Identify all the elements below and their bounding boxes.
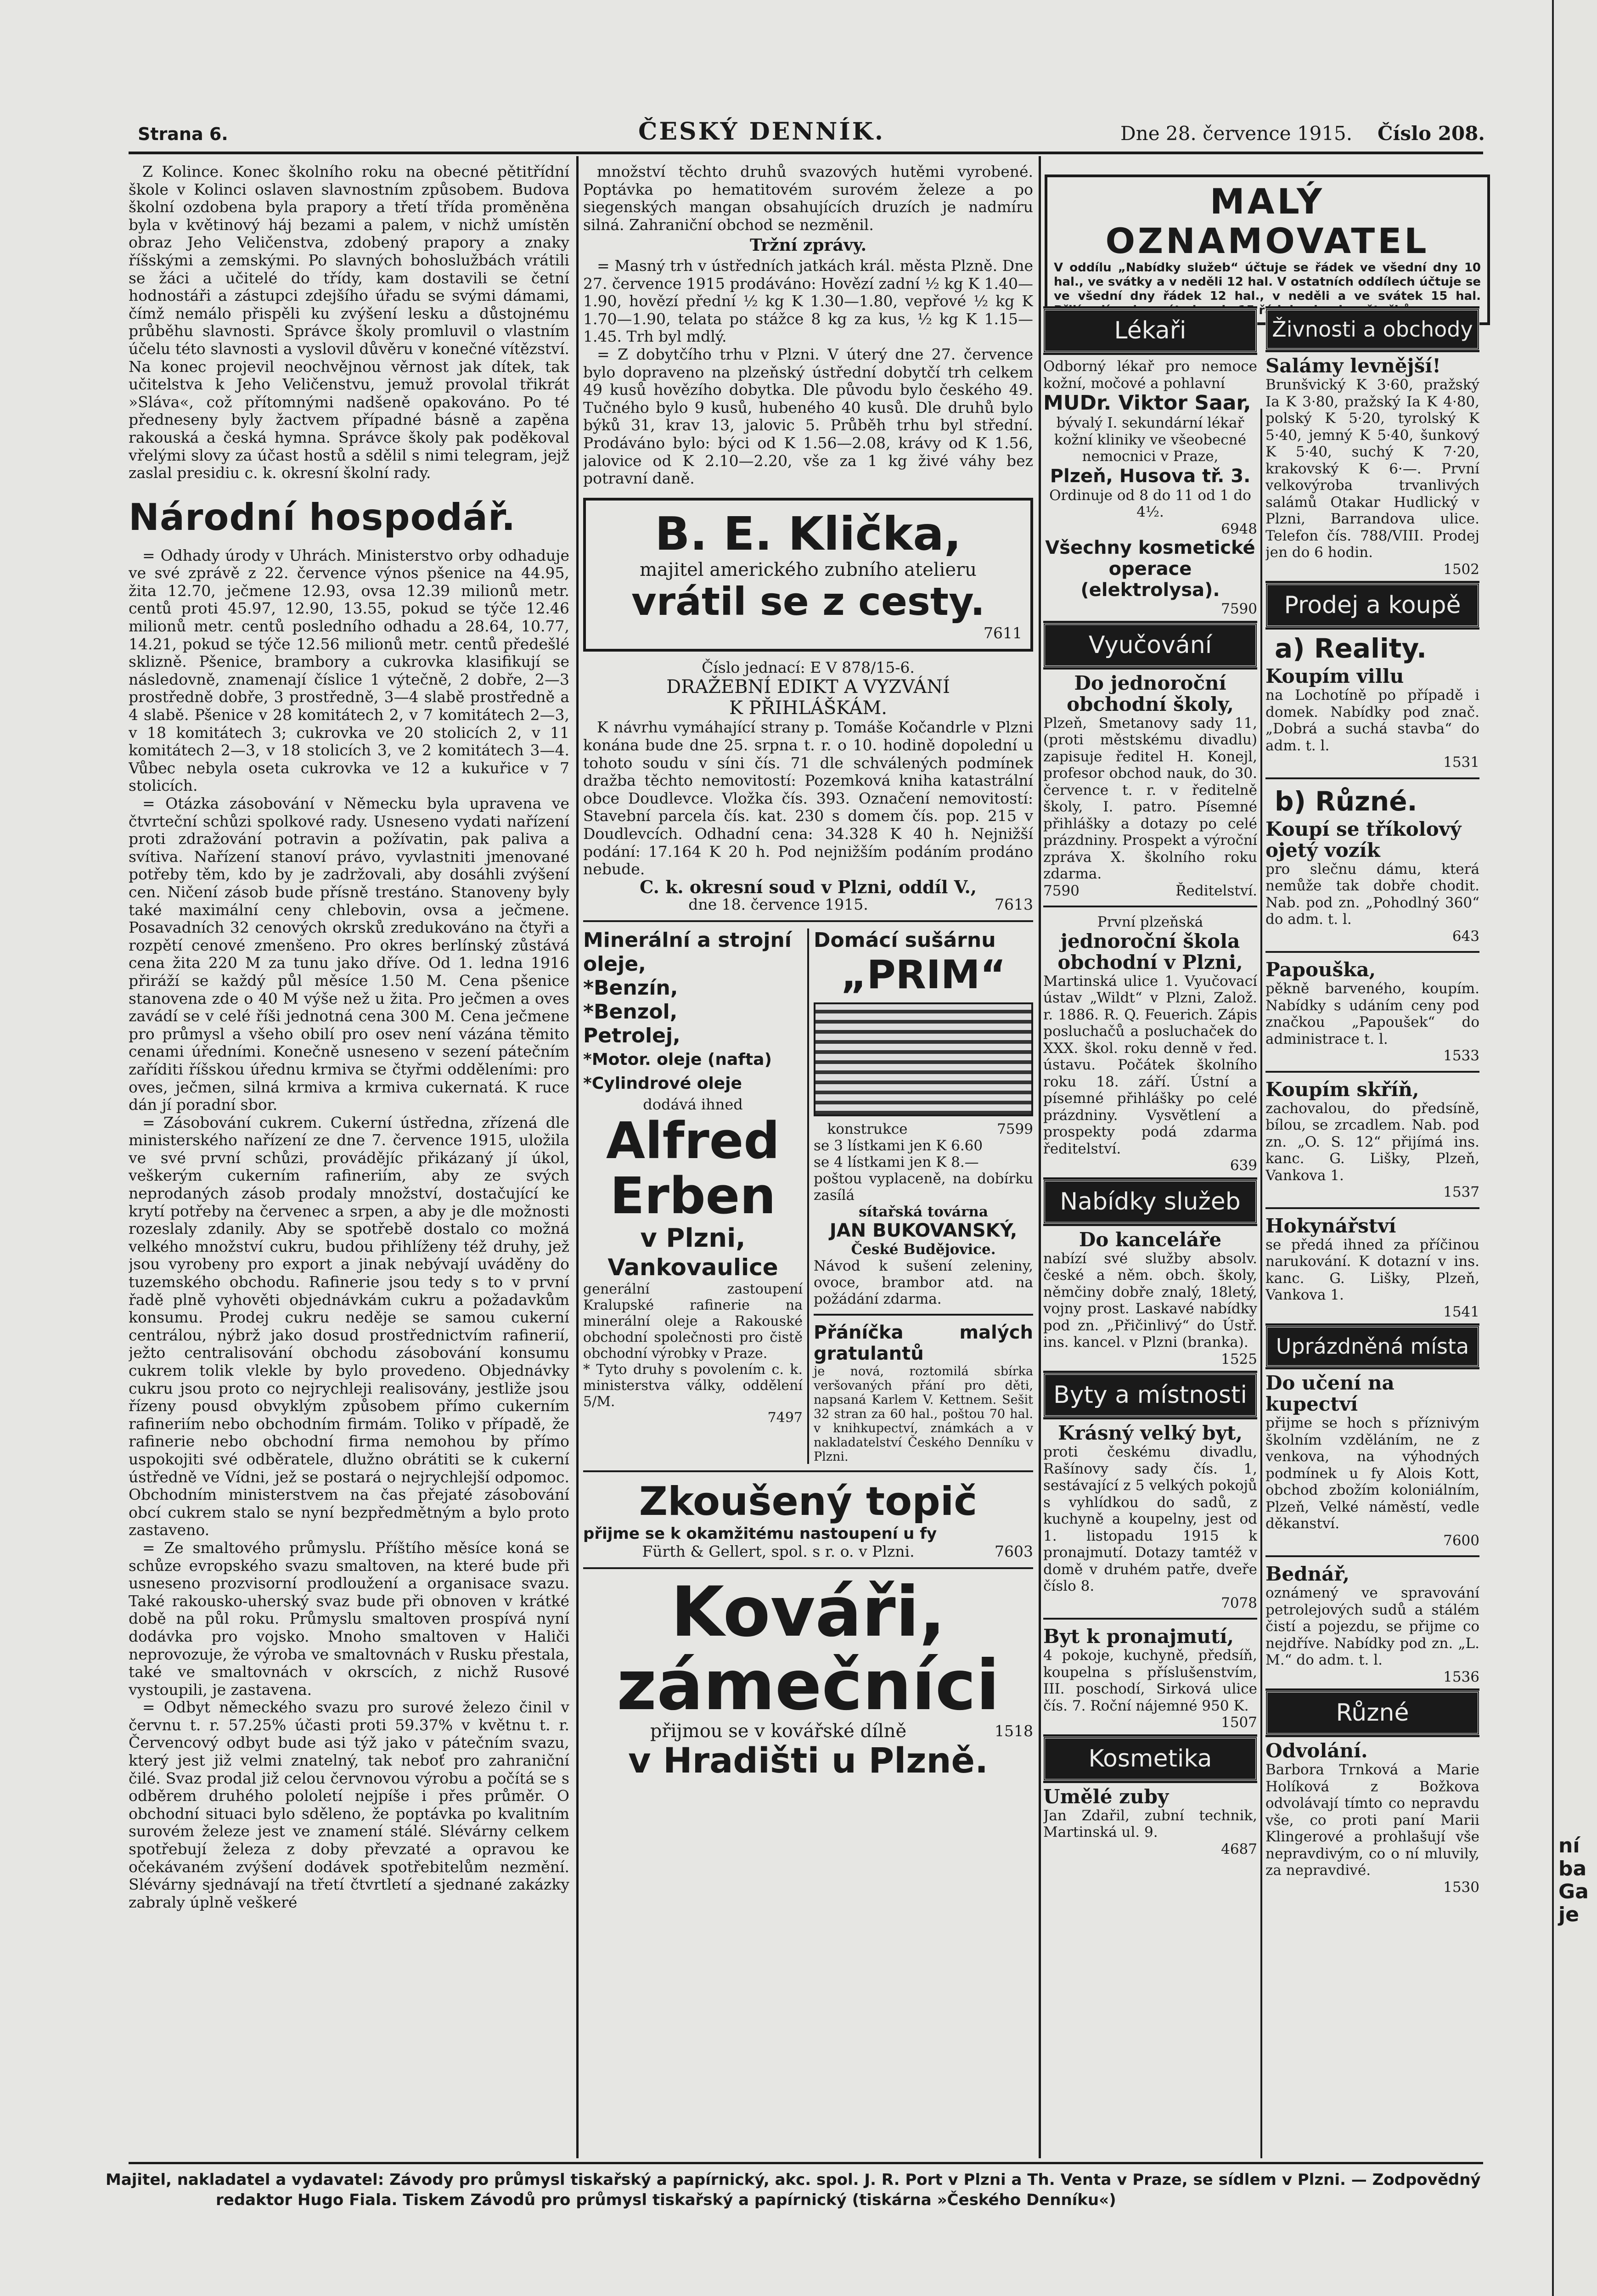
byt1-title: Krásný velký byt, [1057, 1422, 1243, 1444]
erben-name-1: Alfred [606, 1111, 780, 1170]
byt2-number: 1507 [1221, 1714, 1257, 1731]
kovari-place: v Hradišti u Plzně. [628, 1740, 988, 1781]
erben-line-7: *Cylindrové oleje [583, 1074, 742, 1093]
prim-manual: Návod k sušení zeleniny, ovoce, brambor atd. na požádání zdarma. [814, 1258, 1033, 1307]
hokyn-text: se předá ihned za příčinou narukování. K dotazní v ins. kanc. G. Lišky, Plzeň, Vankova 1. [1265, 1236, 1479, 1303]
prim-number: 7599 [997, 1121, 1033, 1137]
ad-separator [1043, 906, 1257, 907]
bednar-number: 1536 [1443, 1668, 1479, 1685]
odvolani-title: Odvolání. [1265, 1739, 1368, 1762]
ad-zuby [1043, 1786, 1257, 1858]
ad-papouska [1265, 959, 1479, 1064]
article-smaltovy-prumysl: = Ze smaltového průmyslu. Příštího měsíce koná se schůze evropského svazu smaltoven, na které bude při usneseno prozvisorní prodloužení a organisace svazu. Také rakousko-uherský svaz bude při obnoven v krátké době na půl roku. Průmyslu smaltoven prospívá nyní dodávka pro vojsko. Mnoho smaltoven v Haliči neprovozuje, že výroba ve smaltovnách v Rusku přestala, také ve smaltovnách v okrscích, z nichž Rusové vystoupili, je zastavena. [129, 1538, 569, 1699]
edict-title-2: K PŘIHLÁŠKÁM. [729, 698, 887, 719]
topic-number: 7603 [995, 1542, 1033, 1560]
vozik-text: pro slečnu dámu, která nemůže tak dobře chodit. Nab. pod zn. „Pohodlný 360“ do adm. t. l. [1265, 861, 1479, 928]
kupec-number: 7600 [1443, 1532, 1479, 1549]
zuby-number: 4687 [1221, 1840, 1257, 1857]
papouska-text: pěkně barveného, koupím. Nabídky s udáním ceny pod značkou „Papoušek“ do administrace t. l. [1265, 980, 1479, 1047]
prim-price-3: se 3 lístkami jen K 6.60 [814, 1137, 983, 1154]
classified-header [1045, 174, 1490, 325]
ad-separator [1265, 951, 1479, 953]
topic-title: Zkoušený topič [639, 1479, 978, 1525]
ad-topic [583, 1479, 1033, 1561]
odvolani-number: 1530 [1443, 1879, 1479, 1896]
saar-name: MUDr. Viktor Saar, [1043, 391, 1251, 415]
skrin-title: Koupím skříň, [1265, 1078, 1419, 1101]
vozik-title: Koupí se tříkolový ojetý vozík [1265, 817, 1462, 861]
hokyn-number: 1541 [1443, 1303, 1479, 1320]
column-3 [1043, 303, 1257, 2158]
banner-kosmetika: Kosmetika [1043, 1737, 1257, 1781]
kupec-title: Do učení na kupectví [1265, 1372, 1395, 1415]
ad-kosmetika-operace [1043, 537, 1257, 618]
issue-date: Dne 28. července 1915. [1120, 122, 1353, 145]
ad-byt-2 [1043, 1626, 1257, 1731]
edict-reference: Číslo jednací: E V 878/15-6. [702, 658, 915, 676]
ad-separator [1265, 1207, 1479, 1209]
column-divider [1039, 156, 1041, 2158]
column-1 [129, 163, 569, 2161]
banner-byty: Byty a místnosti [1043, 1373, 1257, 1417]
ad-odvolani [1265, 1740, 1479, 1896]
ad-saar [1043, 358, 1257, 537]
ad-separator [583, 1567, 1033, 1569]
banner-nabidky-sluzeb: Nabídky služeb [1043, 1180, 1257, 1224]
imprint [106, 2170, 1483, 2210]
kupec-text: přijme se hoch s příznivým školním vzděláním, ne z venkova, na výhodných podmínek u fy Alois Kott, obchod zbožím koloniálním, Plzeň, Velké náměstí, vedle děkanství. [1265, 1415, 1479, 1532]
adjacent-fragment: ba [1558, 1857, 1587, 1880]
jednor1-sign: Ředitelství. [1175, 882, 1257, 899]
banner-uprazdnena: Uprázdněná místa [1265, 1326, 1479, 1367]
ad-klicka-number: 7611 [984, 624, 1022, 642]
erben-line-4: *Benzol, [583, 1000, 678, 1024]
prim-construction: konstrukce [827, 1121, 908, 1137]
article-kolinec: Z Kolince. Konec školního roku na obecné pětitřídní škole v Kolinci oslaven slavnostním způsobem. Budova školní ozdobena byla prapory a třetí třída proměněna byla v květinový háj bezami a palem, v nichž umístěn obraz Jeho Veličenstva, zdobený prapory a znaky říšskými a zemskými. Po slavných bohoslužbách vrátili se žáci a učitelé do třídy, kam dostavili se četní hodnostáři a zástupci zdejšího úřadu se svými dámami, čímž nemálo přispěli ku zvýšení lesku a důstojnému průběhu slavnosti. Správce školy promluvil o vlastním účelu této slavnosti a vyslovil důvěru v konečné vítězství. Na konec projevil neochvějnou věrnost jak dítek, tak učitelstva k Jeho Veličenstvu, jemuž provolal třikrát »Sláva«, což přítomnými nadšeně opakováno. Po té předneseny byly žactvem případné básně a zapěna rakouská a česká hymna. Správce školy pak poděkoval vřelými slovy za účast hostů a sdělil s nimi telegram, jejž zaslal presidiu c. k. okresní školní rady. [129, 163, 569, 482]
prim-maker-1: sítařská továrna [859, 1204, 988, 1220]
classified-title: MALÝ OZNAMOVATEL [1105, 181, 1429, 261]
ad-erben [583, 929, 803, 1464]
skrin-number: 1537 [1443, 1184, 1479, 1200]
saar-text: bývalý I. sekundární lékař kožní kliniky ve všeobecné nemocnici v Praze, [1054, 415, 1247, 465]
papouska-number: 1533 [1443, 1047, 1479, 1064]
ad-salamy [1265, 355, 1479, 578]
byt1-number: 7078 [1221, 1594, 1257, 1611]
article-odbyt-zeleza: = Odbyt německého svazu pro surové železo činil v červnu t. r. 57.25% účasti proti 59.37% v květnu t. r. Červencový odbyt bude asi týž jako v pátečním svazu, který jest již velmi znatelný, tak neboť pro zahraniční čilé. Svaz prodal již celou červnovou výrobu a počítá se s odběrem druhého pololetí nejpíše i přes průměr. O obchodní situaci bylo sděleno, že poptávka po kvalitním surovém železe jest ve znamení stálé. Slévárny celkem spotřebují železa z doby převzaté a opravou ke očekávaném zvýšení dodávek spotřebitelům nezmění. Slévárny sjednávají na třetí čtvrtletí a sjednané zakázky zabraly úplně veškeré [129, 1698, 569, 1911]
pranicka-text: je nová, roztomilá sbírka veršovaných přání pro děti, napsaná Karlem V. Kettnem. Sešit 32 stran za 60 hal., poštou 70 hal. v knihkupectví, známkách a v nakladatelství Českého Denníku v Plzni. [814, 1364, 1033, 1464]
erben-line-2: oleje, [583, 952, 646, 976]
skrin-text: zachovalou, do předsíně, bílou, se zrcadlem. Nab. pod zn. „O. S. 12“ přijímá ins. kanc. G. Lišky, Plzeň, Vankova 1. [1265, 1100, 1479, 1184]
ad-byt-1 [1043, 1423, 1257, 1611]
salamy-title: Salámy levnější! [1265, 355, 1441, 377]
section-heading-narodni-hospodar: Národní hospodář. [129, 495, 516, 539]
masthead: ČESKÝ DENNÍK. [638, 118, 885, 146]
erben-line-6: *Motor. oleje (nafta) [583, 1050, 772, 1069]
ad-separator [814, 1314, 1033, 1316]
ad-kancelar [1043, 1229, 1257, 1368]
ad-vozik [1265, 819, 1479, 945]
column-4 [1265, 303, 1479, 2158]
jednor1-number: 7590 [1043, 882, 1080, 899]
ad-separator [583, 1470, 1033, 1472]
ad-separator [1265, 777, 1479, 779]
erben-name-2: Erben [610, 1166, 776, 1225]
erben-line-8: dodává ihned [643, 1096, 743, 1113]
edict-court: C. k. okresní soud v Plzni, oddíl V., [640, 876, 977, 897]
subheading-trzni-zpravy: Tržní zprávy. [749, 236, 867, 255]
column-divider [576, 156, 579, 2158]
article-continuation: množství těchto druhů svazových hutěmi vyrobené. Poptávka po hematitovém surovém železe a po siegenských mangan obsahujících druzích je nadmíru silná. Zahraniční obchod se nezměnil. [583, 163, 1033, 234]
vozik-number: 643 [1452, 928, 1479, 945]
banner-ruzne: Různé [1265, 1691, 1479, 1735]
prim-title: Domácí sušárnu [814, 929, 996, 952]
salamy-text: Brunšvický K 3·60, pražský Ia K 3·80, pražský Ia K 4·80, polský K 5·20, tyrolský K 5·40, jemný K 5·40, šunkový K 5·40, suchý K 7·20, krakovský K 6·—. První velkovýroba trvanlivých salámů Otakar Hudlický v Plzni, Barrandova ulice. Telefon čís. 788/VIII. Prodej jen do 6 hodin. [1265, 377, 1479, 561]
kovari-title: Kováři, [670, 1572, 946, 1652]
saar-hours: Ordinuje od 8 do 11 od 1 do 4½. [1049, 487, 1251, 520]
hokyn-title: Hokynářství [1265, 1214, 1396, 1237]
odvolani-text: Barbora Trnková a Marie Holíková z Božkova odvolávají tímto co nepravdu vše, co proti paní Marii Klingerové a prohlašují vše nepravdivým, co o ní mluvily, za nepravdivé. [1265, 1761, 1479, 1879]
kancelar-text: nabízí své služby absolv. české a něm. obch. školy, němčiny dobře znalý, 18letý, vojny prost. Laskavé nabídky pod zn. „Přičinlivý“ do Ústř. ins. kancel. v Plzni (branka). [1043, 1250, 1257, 1351]
pranicka-title: Přáníčka malých gratulantů [814, 1322, 1033, 1364]
ad-villa [1265, 666, 1479, 771]
footer-rule [129, 2162, 1483, 2164]
banner-zivnosti: Živnosti a obchody [1265, 309, 1479, 350]
article-masny-trh: = Masný trh v ústředních jatkách král. města Plzně. Dne 27. července 1915 prodáváno: Hovězí zadní ½ kg K 1.40—1.90, hovězí přední ½ kg K 1.30—1.80, vepřové ½ kg K 1.70—1.90, telata po stážce 8 kg za kus, ½ kg K 1.15—1.45. Trh byl mdlý. [583, 256, 1033, 346]
erben-line-5: Petrolej, [583, 1024, 680, 1047]
column-divider [1260, 409, 1262, 2158]
ad-klicka-returned: vrátil se z cesty. [631, 579, 985, 625]
kovari-number: 1518 [995, 1722, 1033, 1740]
adjacent-page-edge [1552, 0, 1597, 2296]
bednar-text: oznámený ve spravování petrolejových sudů a stálém čistí a pojezdu, se přijme co nejdříve. Nabídky pod zn. „L. M.“ do adm. t. l. [1265, 1585, 1479, 1668]
dryer-illustration [814, 1002, 1033, 1116]
prim-name: „PRIM“ [841, 952, 1006, 998]
topic-firm: Fürth & Gellert, spol. s r. o. v Plzni. [642, 1542, 915, 1560]
ad-hokynarstvi [1265, 1216, 1479, 1321]
villa-text: na Lochotíně po případě i domek. Nabídky pod znač. „Dobrá a suchá stavba“ do adm. t. l. [1265, 687, 1479, 754]
ad-kovari [583, 1572, 1033, 1782]
kosm-title: Všechny kosmetické operace (elektrolysa). [1045, 537, 1255, 601]
page-number: Strana 6. [138, 124, 228, 144]
erben-line-3: *Benzín, [583, 976, 678, 1000]
jednor2-title: jednoroční škola obchodní v Plzni, [1057, 929, 1243, 974]
villa-title: Koupím villu [1265, 665, 1404, 687]
ad-skrin [1265, 1079, 1479, 1201]
erben-number: 7497 [767, 1410, 803, 1426]
zuby-title: Umělé zuby [1043, 1785, 1169, 1808]
ad-klicka-name: B. E. Klička, [655, 506, 962, 561]
kovari-title-2: zámečníci [616, 1645, 1000, 1726]
edict-date: dne 18. července 1915. [688, 895, 868, 914]
edict-body: K návrhu vymáhající strany p. Tomáše Kočandrle v Plzni konána bude dne 25. srpna t. r. o 10. hodině dopolední u tohoto soudu v síni čís. 71 dle schválených podmínek dražba těchto nemovitostí: Pozemková kniha katastrální obce Doudlevce. Vložka čís. 393. Označení nemovitostí: Stavební parcela čís. kat. 230 s domem čís. pop. 215 v Doudlevcích. Odhadní cena: 34.328 K 40 h. Nejnižší podání: 17.164 K 20 h. Pod nejnižším podáním prodáno nebude. [583, 718, 1033, 878]
article-zasobovani-nemecko: = Otázka zásobování v Německu byla upravena ve čtvrteční schůzi spolkové rady. Usneseno vydati nařízení proti zdražování potravin a požívatin, pak paliva a svítiva. Nařízení stanoví právo, vyvlastniti jmenované potřeby těm, kdo by je zadržovali, aby dosáhli zvýšení cen. Ničení zásob bude přísně trestáno. Stanoveny byly také maximální ceny chlebovin, ovsa a ječmene. Posavadních 32 cenových okrsků zredukováno na čtyři a rozpětí cenové zmenšeno. Pro okres berlínský zůstává cena žita 220 M za tunu jako dříve. Od 1. ledna 1916 přiráží se každý půl měsíce 1.50 M. Cena pšenice stanovena zde o 40 M výše než u žita. Pro ječmen a oves zavádí se v celé říši jednotná cena 300 M. Cena ječmene pro průmysl a všeho obilí pro osev není vázána těmito cenami úředními. Konečně usneseno v sezení pátečním zaříditi říšskou úřednu krmiva se čtyřmi odděleními: pro oves, ječmen, silná krmiva a krmiva cukernatá. K ruce dán jí poradní sbor. [129, 794, 569, 1114]
article-dobytci-trh: = Z dobytčího trhu v Plzni. V úterý dne 27. července bylo dopraveno na plzeňský ústřední dobytčí trh celkem 49 kusů hovězího dobytka. Dle původu bylo českého 49. Tučného bylo 9 kusů, hubeného 40 kusů. Dle druhů bylo býků 31, krav 13, jalovic 5. Průběh trhu byl střední. Prodáváno bylo: býci od K 1.56—2.08, krávy od K 1.56, jalovice od K 2.10—2.20, vše za 1 kg živé váhy bez potravní daně. [583, 345, 1033, 488]
article-odhady-urody: = Odhady úrody v Uhrách. Ministerstvo orby odhaduje ve své zprávě z 22. července výnos pšenice na 44.95, žita 12.70, ječmene 12.93, ovsa 12.39 milionů metr. centů proti 45.97, 12.90, 13.55, pokud se týče 12.46 milionů metr. centů posledního odhadu a 28.64, 10.77, 14.21, pokud se týče 12.56 milionů metr. centů předešlé sklizně. Pšenice, brambory a cukrovka klasifikují se následovně, znamenají číslice 1 výtečně, 2 dobře, 2—3 prostředně dobře, 3 prostředně, 3—4 slabě prostředně a 4 slabě. Pšenice v 28 komitátech 2, v 7 komitátech 2—3, v 18 komitátech 3; cukrovka ve 20 stolicích 2, v 11 komitátech 2—3, v 18 stolicích 3, ve 2 komitátech 3—4. Vůbec nebyla oseta cukrovka ve 12 a kukuřice v 7 stolicích. [129, 546, 569, 795]
jednor2-text: Martinská ulice 1. Vyučovací ústav „Wildt“ v Plzni, Založ. r. 1886. R. Q. Feuerich. Zápis posluchačů a posluchaček do XXX. škol. roku denně v řed. ústavu. Počátek školního roku 18. září. Ústní a písemné přihlášky po celé prázdniny. Vysvětlení a prospekty podá zdarma ředitelství. [1043, 973, 1257, 1157]
topic-line: přijme se k okamžitému nastoupení u fy [583, 1525, 937, 1543]
ad-jednorocni-1 [1043, 673, 1257, 900]
kancelar-title: Do kanceláře [1079, 1228, 1222, 1251]
saar-address: Plzeň, Husova tř. 3. [1050, 465, 1251, 487]
salamy-number: 1502 [1443, 561, 1479, 578]
imprint-line-1: Majitel, nakladatel a vydavatel: Závody pro průmysl tiskařský a papírnický, akc. spol. J. R. Port v Plzni a Th. Venta v Praze, se sídlem v Plzni. — Zodpovědný [106, 2171, 1481, 2189]
byt1-text: proti českému divadlu, Rašínovy sady čís. 1, sestávající z 5 velkých pokojů s vyhlídkou do sadů, z kuchyně a koupelny, jest od 1. listopadu 1915 k pronajmutí. Dotazy tamtéž v domě v druhém patře, dveře číslo 8. [1043, 1444, 1257, 1594]
byt2-title: Byt k pronajmutí, [1043, 1625, 1234, 1648]
classified-rates: V oddílu „Nabídky služeb“ účtuje se řádek ve všední dny 10 hal., ve svátky a v neděli 12 hal. V ostatních oddílech účtuje se ve všední dny řádek 12 hal., v neděli a ve svátek 15 hal. [1054, 261, 1481, 303]
court-edict [583, 659, 1033, 914]
prim-price-4: se 4 lístkami jen K 8.— [814, 1154, 979, 1171]
jednor2-intro: První plzeňská [1097, 914, 1203, 930]
header-rule [129, 152, 1483, 154]
ad-separator [583, 920, 1033, 922]
prim-delivery: poštou vyplaceně, na dobírku zasílá [814, 1171, 1033, 1204]
zuby-text: Jan Zdařil, zubní technik, Martinská ul. 9. [1043, 1807, 1257, 1840]
adjacent-fragment: Ga [1558, 1880, 1589, 1903]
erben-street: Vankovaulice [607, 1254, 778, 1281]
erben-note: * Tyto druhy s povolením c. k. ministerstva války, oddělení 5/M. [583, 1362, 803, 1410]
papouska-title: Papouška, [1265, 958, 1376, 981]
issue-number: Číslo 208. [1378, 122, 1485, 145]
jednor1-text: Plzeň, Smetanovy sady 11, (proti městskému divadlu) zapisuje ředitel H. Konejl, profesor obchod nauk, do 30. července t. r. v ředitelně školy, I. patro. Písemné přihlášky a dotazy po celé prázdniny. Prospekt a výroční zpráva X. školního roku zdarma. [1043, 715, 1257, 882]
byt2-text: 4 pokoje, kuchyně, předsíň, koupelna s příslušenstvím, III. poschodí, Sirková ulice čís. 7. Roční nájemné 950 K. [1043, 1647, 1257, 1714]
kovari-text: přijmou se v kovářské dílně [650, 1720, 907, 1742]
column-2 [583, 163, 1033, 2161]
ad-separator [1265, 1071, 1479, 1073]
edict-title-1: DRAŽEBNÍ EDIKT A VYZVÁNÍ [666, 676, 950, 698]
erben-line-1: Minerální a strojní [583, 929, 792, 952]
kancelar-number: 1525 [1221, 1351, 1257, 1367]
banner-prodej: Prodej a koupě [1265, 583, 1479, 627]
ad-kupec [1265, 1373, 1479, 1549]
subheading-ruzne-b: b) Různé. [1275, 785, 1417, 817]
erben-city: v Plzni, [640, 1223, 746, 1253]
ad-row-erben-prim [583, 929, 1033, 1464]
saar-intro: Odborný lékař pro nemoce kožní, močové a pohlavní [1043, 358, 1257, 392]
adjacent-fragment: ní [1558, 1834, 1580, 1857]
ad-bednar [1265, 1564, 1479, 1685]
prim-maker-2: JAN BUKOVANSKÝ, [829, 1220, 1018, 1241]
saar-number: 6948 [1221, 520, 1257, 537]
imprint-line-2: redaktor Hugo Fiala. Tiskem Závodů pro průmysl tiskařský a papírnický (tiskárna »Českého Denníku«) [216, 2191, 1116, 2209]
prim-maker-3: České Budějovice. [851, 1241, 996, 1258]
ad-separator [1043, 1618, 1257, 1620]
ad-klicka [583, 498, 1033, 652]
jednor1-title: Do jednoroční obchodní školy, [1067, 671, 1234, 715]
ad-klicka-subtitle: majitel amerického zubního atelieru [640, 559, 977, 580]
ad-separator [1265, 1555, 1479, 1557]
article-zasobovani-cukrem: = Zásobování cukrem. Cukerní ústředna, zřízená dle ministerského nařízení ze dne 7. července 1915, uložila ve své první schůzi, provádějíc přikázaný jí úkol, veškerým cukerním rafineriím, aby ze svých neprodaných zásob prodaly množství, dostačující ke krytí potřeby na červenec a srpen, a aby je dle možnosti rozeslaly zdanily. Aby se spotřebě dostalo co možná velkého množství cukru, budou přihlíženy též druhy, jež jsou vyrobeny pro export a jinak nebývají uváděny do tuzemského obchodu. Rafinerie jsou tedy s to v první řadě plně vyhověti objednávkám cukru a požadavkům konsumu. Prodej cukru neděje se samou cukerní centrálou, nýbrž jako dosud prostřednictvím rafinerií, ježto centralisování obchodu zásobování konsumu cukrem tolik vlekle by bylo provedeno. Objednávky cukru jsou proto co nejrychleji realisovány, jestliže jsou řízeny pousd obvyklým způsobem přímo cukerním rafineriím nebo obchodním firmám. Toliko v případě, že rafinerie nebo obchodní firma nemohou by přímo uspokojiti své odběratele, dlužno obrátiti se k cukerní ústředně ve Vídni, jež se postará o nejrychlejší odpomoc. Obchodním ministerstvem na čas přejaté zásobování obcí cukrem stalo se nyní bezpředmětným a bylo proto zastaveno. [129, 1113, 569, 1539]
jednor2-number: 639 [1230, 1157, 1257, 1174]
ad-jednorocni-2 [1043, 914, 1257, 1174]
banner-vyucovani: Vyučování [1043, 623, 1257, 667]
subheading-reality: a) Reality. [1275, 633, 1427, 664]
villa-number: 1531 [1443, 754, 1479, 771]
ad-prim [807, 929, 1033, 1464]
edict-number: 7613 [995, 895, 1033, 914]
bednar-title: Bednář, [1265, 1563, 1350, 1585]
adjacent-fragment: je [1558, 1903, 1579, 1926]
kosm-number: 7590 [1221, 601, 1257, 617]
banner-lekari: Lékaři [1043, 309, 1257, 353]
erben-text: generální zastoupení Kralupské rafinerie na minerální oleje a Rakouské obchodní společnosti pro čistě obchodní výrobky v Praze. [583, 1281, 803, 1362]
